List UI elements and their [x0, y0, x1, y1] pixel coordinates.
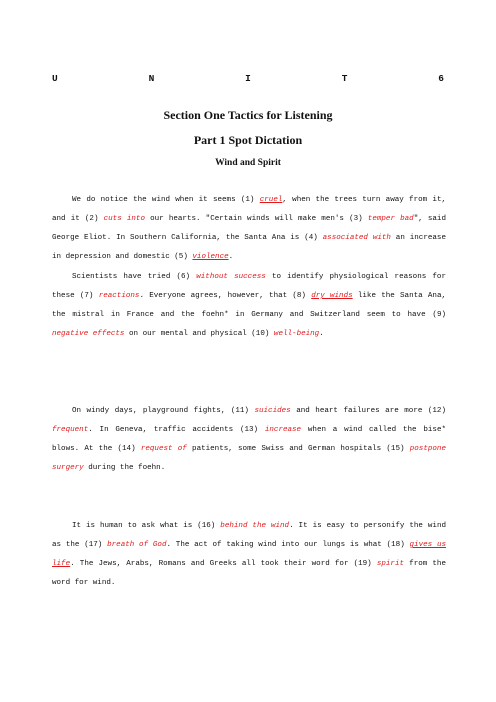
paragraph: [52, 268, 446, 344]
answer-text: associated with: [322, 234, 391, 242]
body-text: On windy days, playground fights, (11): [72, 407, 255, 415]
body-text: We do notice the wind when it seems (1): [72, 196, 260, 204]
body-text: from the word for wind.: [52, 560, 446, 587]
answer-text: temper bad: [367, 215, 414, 223]
body-text: during the foehn.: [83, 464, 166, 472]
body-text: our hearts. "Certain winds will make men's (3): [145, 215, 368, 223]
unit-letter: U: [52, 73, 58, 84]
answer-text: frequent: [52, 426, 89, 434]
body-text: on our mental and physical (10): [124, 330, 274, 338]
answer-text: cruel: [259, 196, 283, 204]
section-title: Section One Tactics for Listening: [163, 108, 333, 122]
body-text: .: [319, 330, 324, 338]
body-text: patients, some Swiss and German hospitals (15): [186, 445, 410, 453]
body-text: ", said George Eliot. In Southern California, the Santa Ana is (4): [52, 215, 446, 242]
body-text: to identify physiological reasons for these (7): [52, 273, 446, 300]
unit-number: 6: [438, 73, 444, 84]
answer-text: negative effects: [52, 330, 125, 338]
answer-text: breath of God: [107, 541, 167, 549]
unit-letter: N: [148, 73, 155, 84]
answer-text: increase: [264, 426, 302, 434]
answer-text: gives us life: [52, 541, 446, 568]
body-text: like the Santa Ana, the mistral in France and the foehn* in Germany and Switzerland seem to have (9): [52, 292, 447, 319]
answer-text: dry winds: [311, 292, 353, 300]
body-text: .: [228, 253, 234, 261]
answer-text: request of: [140, 445, 187, 453]
body-text: Scientists have tried (6): [72, 273, 197, 281]
body-text: . Everyone agrees, however, that (8): [139, 292, 312, 300]
answer-text: cuts into: [103, 215, 145, 223]
answer-text: violence: [192, 253, 229, 261]
body-text: . The act of taking wind into our lungs is what (18): [166, 541, 410, 549]
body-text: when a wind called the bise* blows. At the (14): [52, 426, 447, 453]
body-text: , when the trees turn away from it, and it (2): [52, 196, 447, 223]
answer-text: behind the wind: [220, 522, 290, 530]
paragraph: [52, 191, 446, 267]
unit-letter: T: [341, 73, 348, 84]
unit-heading: [52, 73, 444, 84]
paragraph: [52, 402, 446, 478]
answer-text: postpone surgery: [52, 445, 446, 472]
part-title: Part 1 Spot Dictation: [193, 133, 303, 147]
body-text: It is human to ask what is (16): [72, 522, 221, 530]
body-text: an increase in depression and domestic (5): [52, 234, 446, 261]
answer-text: suicides: [254, 407, 291, 415]
unit-letter: I: [245, 73, 251, 84]
answer-text: without success: [196, 273, 266, 281]
paragraph: [52, 517, 446, 593]
body-text: . The Jews, Arabs, Romans and Greeks all took their word for (19): [70, 560, 377, 568]
body-text: . It is easy to personify the wind as the (17): [52, 522, 447, 549]
body-text: and heart failures are more (12): [290, 407, 446, 415]
answer-text: spirit: [376, 560, 405, 568]
passage-title: Wind and Spirit: [215, 158, 281, 168]
answer-text: well-being: [273, 330, 320, 338]
answer-text: reactions: [98, 292, 140, 300]
body-text: . In Geneva, traffic accidents (13): [88, 426, 265, 434]
